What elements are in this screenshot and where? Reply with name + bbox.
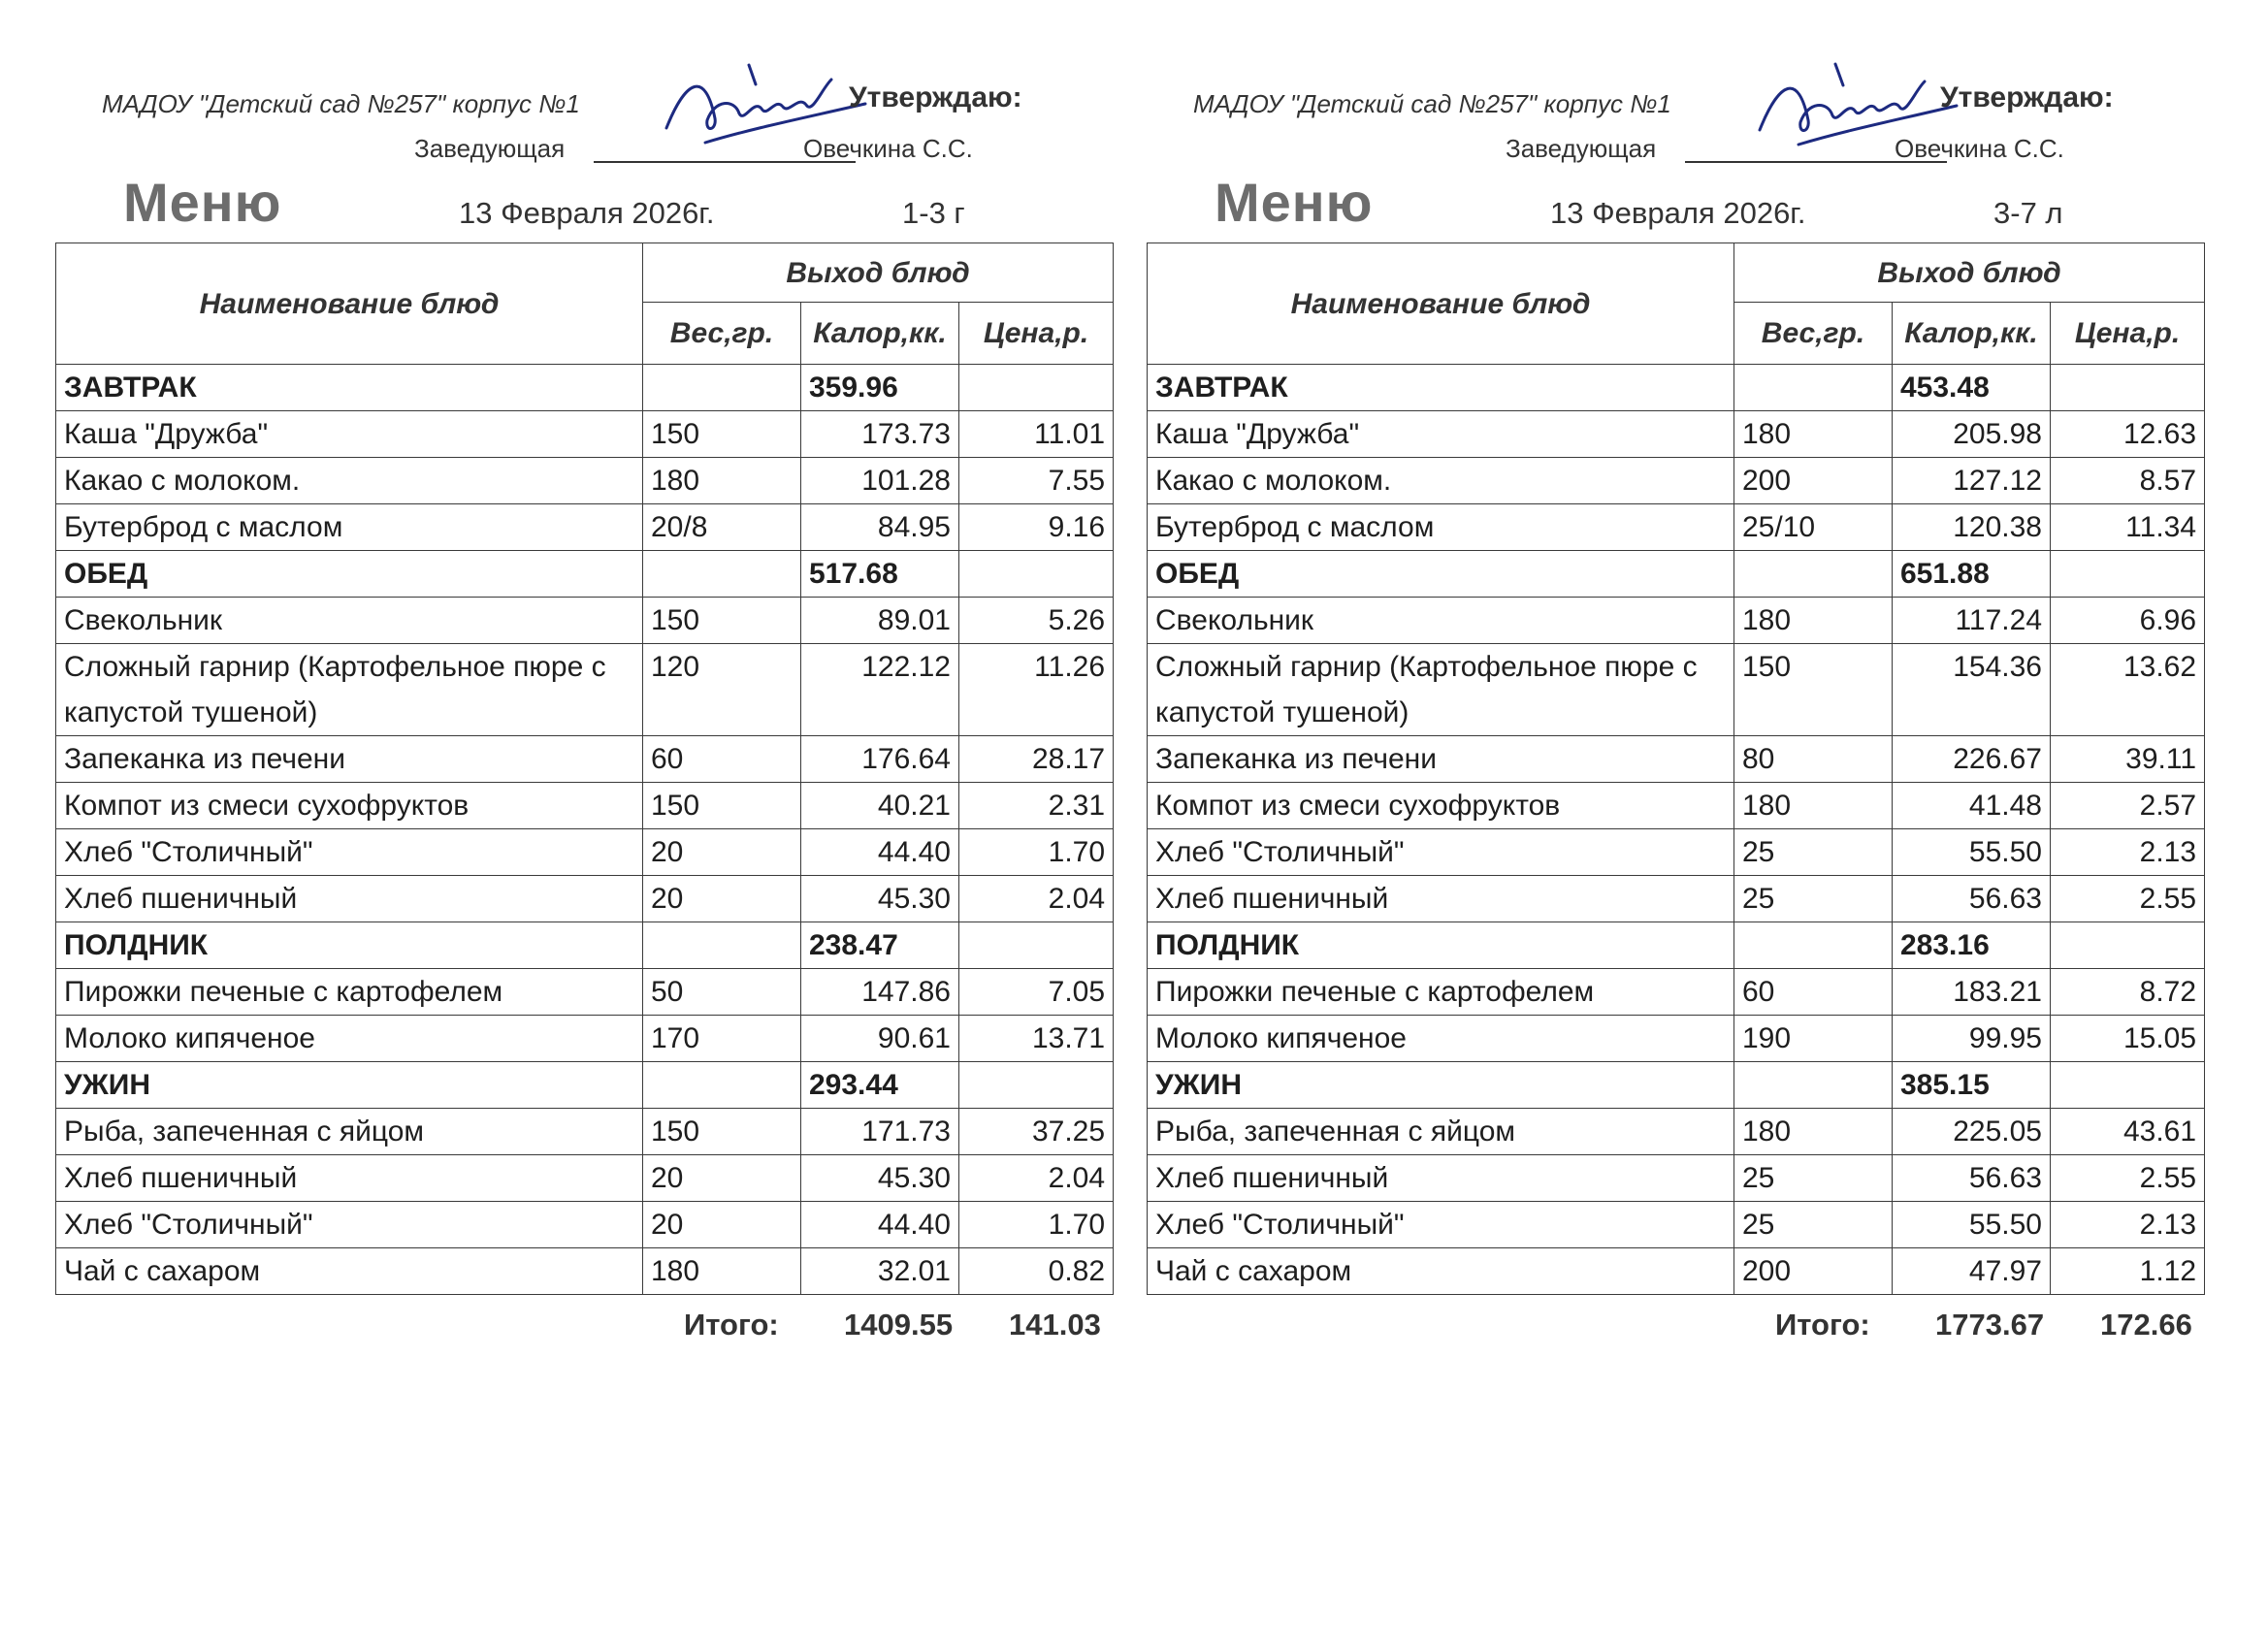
dish-weight: 150 [1734, 644, 1893, 691]
dish-price: 0.82 [959, 1248, 1114, 1295]
dish-weight: 180 [643, 1248, 801, 1295]
dish-weight: 180 [1734, 1109, 1893, 1155]
table-row [1148, 876, 2205, 922]
section-calories: 385.15 [1893, 1062, 2051, 1109]
table-row [56, 829, 1114, 876]
dish-price: 1.70 [959, 829, 1114, 876]
table-row [56, 1016, 1114, 1062]
dish-price: 1.70 [959, 1202, 1114, 1248]
total-label: Итого: [1775, 1308, 1870, 1342]
dish-name: Свекольник [56, 598, 643, 644]
dish-weight: 80 [1734, 736, 1893, 783]
section-calories: 238.47 [801, 922, 959, 969]
table-row [56, 644, 1114, 691]
dish-weight: 180 [1734, 411, 1893, 458]
table-row [56, 598, 1114, 644]
table-row-continuation [56, 690, 1114, 736]
table-row [1148, 1248, 2205, 1295]
section-calories: 359.96 [801, 365, 959, 411]
section-calories: 517.68 [801, 551, 959, 598]
dish-name: Хлеб "Столичный" [1148, 829, 1734, 876]
dish-calories: 45.30 [801, 1155, 959, 1202]
dish-weight: 25 [1734, 1155, 1893, 1202]
dish-calories: 176.64 [801, 736, 959, 783]
dish-calories: 101.28 [801, 458, 959, 504]
col-weight-header: Вес,гр. [1734, 303, 1893, 365]
table-row [1148, 644, 2205, 691]
organization-name: МАДОУ "Детский сад №257" корпус №1 [1193, 89, 1671, 118]
dish-name: Чай с сахаром [1148, 1248, 1734, 1295]
table-row [56, 1155, 1114, 1202]
dish-price: 9.16 [959, 504, 1114, 551]
col-weight-header: Вес,гр. [643, 303, 801, 365]
dish-name-continuation: капустой тушеной) [56, 690, 643, 736]
section-calories: 651.88 [1893, 551, 2051, 598]
dish-name: Хлеб "Столичный" [1148, 1202, 1734, 1248]
dish-weight: 180 [1734, 783, 1893, 829]
dish-weight: 25 [1734, 876, 1893, 922]
dish-weight: 20 [643, 1155, 801, 1202]
section-row [1148, 922, 2205, 969]
table-row-continuation [1148, 690, 2205, 736]
menu-date: 13 Февраля 2026г. [1550, 196, 1806, 230]
dish-price: 28.17 [959, 736, 1114, 783]
menu-table [1147, 242, 2205, 1295]
section-row [56, 551, 1114, 598]
sheet-header [1145, 0, 2212, 242]
section-name: УЖИН [1148, 1062, 1734, 1109]
head-label: Заведующая [414, 134, 566, 163]
dish-calories: 41.48 [1893, 783, 2051, 829]
dish-name: Компот из смеси сухофруктов [56, 783, 643, 829]
dish-weight: 150 [643, 1109, 801, 1155]
table-row [1148, 598, 2205, 644]
dish-price: 12.63 [2051, 411, 2205, 458]
table-row [1148, 783, 2205, 829]
dish-name: Какао с молоком. [1148, 458, 1734, 504]
dish-name: Сложный гарнир (Картофельное пюре с [56, 644, 643, 691]
dish-name: Бутерброд с маслом [56, 504, 643, 551]
total-calories: 1773.67 [1935, 1308, 2045, 1342]
table-row [56, 969, 1114, 1016]
dish-name: Сложный гарнир (Картофельное пюре с [1148, 644, 1734, 691]
dish-weight: 25 [1734, 1202, 1893, 1248]
table-row [1148, 504, 2205, 551]
dish-calories: 205.98 [1893, 411, 2051, 458]
dish-price: 2.55 [2051, 876, 2205, 922]
dish-price: 37.25 [959, 1109, 1114, 1155]
section-row [1148, 1062, 2205, 1109]
table-row [1148, 969, 2205, 1016]
dish-name: Чай с сахаром [56, 1248, 643, 1295]
dish-calories: 44.40 [801, 829, 959, 876]
dish-calories: 127.12 [1893, 458, 2051, 504]
total-label: Итого: [684, 1308, 779, 1342]
dish-name: Хлеб пшеничный [56, 876, 643, 922]
dish-price: 7.05 [959, 969, 1114, 1016]
section-name: ПОЛДНИК [56, 922, 643, 969]
dish-name: Рыба, запеченная с яйцом [56, 1109, 643, 1155]
table-row [1148, 1016, 2205, 1062]
dish-weight: 170 [643, 1016, 801, 1062]
dish-price: 2.31 [959, 783, 1114, 829]
table-row [56, 504, 1114, 551]
table-row [56, 411, 1114, 458]
menu-title: Меню [123, 172, 282, 233]
col-name-header: Наименование блюд [56, 243, 643, 365]
dish-weight: 20 [643, 876, 801, 922]
menu-sheet-children [1145, 0, 2212, 1342]
section-name: ОБЕД [1148, 551, 1734, 598]
table-row [56, 1202, 1114, 1248]
section-calories: 283.16 [1893, 922, 2051, 969]
dish-name: Хлеб пшеничный [1148, 1155, 1734, 1202]
dish-weight: 150 [643, 411, 801, 458]
dish-weight: 200 [1734, 458, 1893, 504]
dish-price: 2.57 [2051, 783, 2205, 829]
dish-weight: 150 [643, 783, 801, 829]
dish-weight: 20 [643, 829, 801, 876]
section-row [56, 365, 1114, 411]
dish-calories: 154.36 [1893, 644, 2051, 691]
total-price: 172.66 [2100, 1308, 2192, 1342]
dish-weight: 200 [1734, 1248, 1893, 1295]
dish-price: 39.11 [2051, 736, 2205, 783]
dish-name: Каша "Дружба" [56, 411, 643, 458]
col-cal-header: Калор,кк. [1893, 303, 2051, 365]
dish-weight: 180 [1734, 598, 1893, 644]
table-row [56, 783, 1114, 829]
dish-name: Свекольник [1148, 598, 1734, 644]
head-name: Овечкина С.С. [1895, 134, 2064, 163]
dish-calories: 120.38 [1893, 504, 2051, 551]
menu-sheet-toddlers [53, 0, 1120, 1342]
table-row [1148, 736, 2205, 783]
dish-weight: 20 [643, 1202, 801, 1248]
total-calories: 1409.55 [844, 1308, 954, 1342]
dish-calories: 55.50 [1893, 1202, 2051, 1248]
head-label: Заведующая [1506, 134, 1657, 163]
dish-weight: 20/8 [643, 504, 801, 551]
col-price-header: Цена,р. [2051, 303, 2205, 365]
dish-price: 11.26 [959, 644, 1114, 691]
section-calories: 453.48 [1893, 365, 2051, 411]
section-name: ОБЕД [56, 551, 643, 598]
dish-name: Хлеб "Столичный" [56, 1202, 643, 1248]
dish-calories: 32.01 [801, 1248, 959, 1295]
dish-name: Каша "Дружба" [1148, 411, 1734, 458]
dish-weight: 50 [643, 969, 801, 1016]
dish-calories: 84.95 [801, 504, 959, 551]
section-row [56, 1062, 1114, 1109]
table-row [56, 736, 1114, 783]
dish-name: Пирожки печеные с картофелем [56, 969, 643, 1016]
section-calories: 293.44 [801, 1062, 959, 1109]
dish-name: Компот из смеси сухофруктов [1148, 783, 1734, 829]
table-row [56, 1248, 1114, 1295]
dish-calories: 89.01 [801, 598, 959, 644]
dish-name: Хлеб "Столичный" [56, 829, 643, 876]
dish-price: 6.96 [2051, 598, 2205, 644]
age-group: 3-7 л [1993, 196, 2063, 230]
dish-name: Рыба, запеченная с яйцом [1148, 1109, 1734, 1155]
dish-weight: 190 [1734, 1016, 1893, 1062]
dish-calories: 90.61 [801, 1016, 959, 1062]
dish-weight: 25/10 [1734, 504, 1893, 551]
dish-price: 2.13 [2051, 829, 2205, 876]
dish-price: 2.04 [959, 876, 1114, 922]
col-output-header: Выход блюд [643, 243, 1114, 303]
dish-calories: 44.40 [801, 1202, 959, 1248]
dish-name: Пирожки печеные с картофелем [1148, 969, 1734, 1016]
table-row [1148, 1155, 2205, 1202]
dish-calories: 117.24 [1893, 598, 2051, 644]
dish-price: 2.55 [2051, 1155, 2205, 1202]
dish-calories: 183.21 [1893, 969, 2051, 1016]
table-row [56, 876, 1114, 922]
col-name-header: Наименование блюд [1148, 243, 1734, 365]
dish-weight: 180 [643, 458, 801, 504]
dish-name: Молоко кипяченое [1148, 1016, 1734, 1062]
dish-name: Хлеб пшеничный [56, 1155, 643, 1202]
col-output-header: Выход блюд [1734, 243, 2205, 303]
dish-calories: 173.73 [801, 411, 959, 458]
dish-name-continuation: капустой тушеной) [1148, 690, 1734, 736]
dish-calories: 55.50 [1893, 829, 2051, 876]
organization-name: МАДОУ "Детский сад №257" корпус №1 [102, 89, 580, 118]
table-row [1148, 411, 2205, 458]
dish-name: Хлеб пшеничный [1148, 876, 1734, 922]
col-cal-header: Калор,кк. [801, 303, 959, 365]
section-row [56, 922, 1114, 969]
approve-label: Утверждаю: [1940, 81, 2114, 113]
dish-calories: 56.63 [1893, 1155, 2051, 1202]
dish-weight: 120 [643, 644, 801, 691]
dish-weight: 60 [1734, 969, 1893, 1016]
section-name: УЖИН [56, 1062, 643, 1109]
dish-calories: 40.21 [801, 783, 959, 829]
total-price: 141.03 [1009, 1308, 1101, 1342]
dish-price: 7.55 [959, 458, 1114, 504]
dish-calories: 47.97 [1893, 1248, 2051, 1295]
menu-table [55, 242, 1114, 1295]
dish-name: Какао с молоком. [56, 458, 643, 504]
section-row [1148, 365, 2205, 411]
section-name: ЗАВТРАК [56, 365, 643, 411]
dish-calories: 226.67 [1893, 736, 2051, 783]
dish-calories: 99.95 [1893, 1016, 2051, 1062]
table-row [1148, 458, 2205, 504]
dish-price: 13.71 [959, 1016, 1114, 1062]
dish-price: 11.34 [2051, 504, 2205, 551]
menu-date: 13 Февраля 2026г. [459, 196, 715, 230]
table-row [56, 1109, 1114, 1155]
dish-price: 8.57 [2051, 458, 2205, 504]
approve-label: Утверждаю: [849, 81, 1022, 113]
dish-name: Молоко кипяченое [56, 1016, 643, 1062]
dish-price: 15.05 [2051, 1016, 2205, 1062]
table-row [1148, 1202, 2205, 1248]
dish-weight: 25 [1734, 829, 1893, 876]
dish-calories: 225.05 [1893, 1109, 2051, 1155]
dish-weight: 60 [643, 736, 801, 783]
section-name: ПОЛДНИК [1148, 922, 1734, 969]
dish-calories: 56.63 [1893, 876, 2051, 922]
dish-name: Запеканка из печени [1148, 736, 1734, 783]
dish-name: Бутерброд с маслом [1148, 504, 1734, 551]
dish-calories: 171.73 [801, 1109, 959, 1155]
dish-price: 8.72 [2051, 969, 2205, 1016]
table-row [56, 458, 1114, 504]
dish-price: 2.13 [2051, 1202, 2205, 1248]
head-name: Овечкина С.С. [803, 134, 973, 163]
dish-calories: 45.30 [801, 876, 959, 922]
dish-price: 11.01 [959, 411, 1114, 458]
dish-name: Запеканка из печени [56, 736, 643, 783]
dish-calories: 122.12 [801, 644, 959, 691]
dish-calories: 147.86 [801, 969, 959, 1016]
table-row [1148, 1109, 2205, 1155]
age-group: 1-3 г [902, 196, 965, 230]
dish-price: 1.12 [2051, 1248, 2205, 1295]
dish-price: 2.04 [959, 1155, 1114, 1202]
dish-weight: 150 [643, 598, 801, 644]
sheet-header [53, 0, 1120, 242]
dish-price: 5.26 [959, 598, 1114, 644]
dish-price: 43.61 [2051, 1109, 2205, 1155]
table-row [1148, 829, 2205, 876]
col-price-header: Цена,р. [959, 303, 1114, 365]
section-row [1148, 551, 2205, 598]
section-name: ЗАВТРАК [1148, 365, 1734, 411]
menu-title: Меню [1215, 172, 1374, 233]
dish-price: 13.62 [2051, 644, 2205, 691]
